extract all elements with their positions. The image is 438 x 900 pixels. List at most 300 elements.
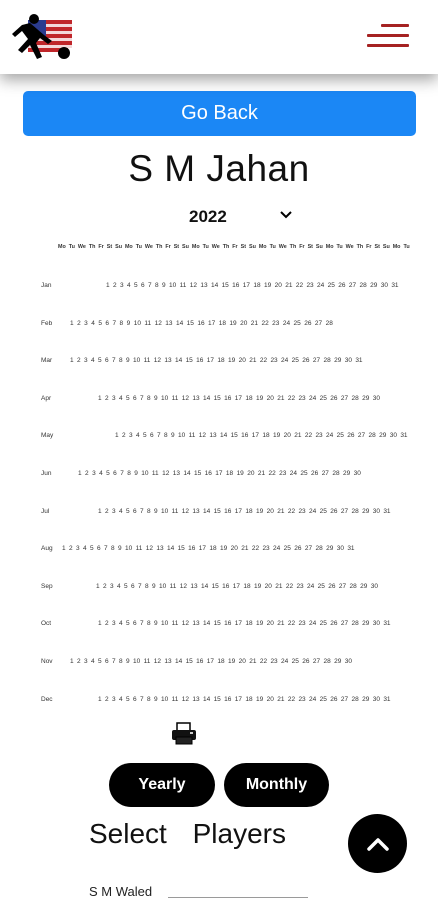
calendar-day[interactable]: 19: [229, 319, 237, 327]
calendar-day[interactable]: 4: [119, 507, 123, 515]
calendar-day[interactable]: 9: [118, 545, 122, 553]
calendar-day[interactable]: 1: [78, 470, 82, 477]
calendar-day[interactable]: 23: [315, 432, 323, 440]
calendar-day[interactable]: 7: [140, 620, 144, 628]
calendar-day[interactable]: 21: [277, 620, 285, 628]
calendar-day[interactable]: 24: [307, 582, 315, 590]
calendar-day[interactable]: 18: [209, 545, 217, 553]
calendar-day[interactable]: 1: [96, 582, 100, 590]
calendar-day[interactable]: 10: [161, 394, 169, 402]
calendar-day[interactable]: 19: [264, 282, 272, 289]
calendar-day[interactable]: 2: [105, 394, 109, 402]
calendar-day[interactable]: 25: [319, 620, 327, 628]
calendar-day[interactable]: 9: [126, 658, 130, 665]
calendar-day[interactable]: 25: [319, 507, 327, 515]
calendar-day[interactable]: 25: [293, 319, 301, 327]
calendar-day[interactable]: 11: [188, 432, 196, 440]
calendar-day[interactable]: 16: [232, 282, 240, 289]
calendar-day[interactable]: 8: [147, 507, 151, 515]
calendar-day[interactable]: 2: [85, 470, 89, 477]
calendar-day[interactable]: 2: [69, 545, 73, 553]
calendar-day[interactable]: 25: [336, 432, 344, 440]
calendar-day[interactable]: 22: [287, 695, 296, 703]
calendar-day[interactable]: 12: [181, 620, 189, 628]
calendar-day[interactable]: 30: [353, 470, 361, 477]
calendar-day[interactable]: 11: [143, 357, 151, 365]
calendar-day[interactable]: 16: [196, 658, 204, 665]
calendar-day[interactable]: 27: [340, 394, 349, 402]
calendar-day[interactable]: 30: [380, 282, 388, 289]
calendar-day[interactable]: 11: [171, 394, 179, 402]
calendar-day[interactable]: 11: [171, 695, 179, 703]
calendar-day[interactable]: 28: [323, 658, 331, 665]
calendar-day[interactable]: 5: [98, 357, 102, 365]
calendar-day[interactable]: 2: [105, 695, 109, 703]
calendar-day[interactable]: 19: [228, 658, 236, 665]
calendar-day[interactable]: 16: [197, 319, 205, 327]
calendar-day[interactable]: 31: [391, 282, 399, 289]
monthly-button[interactable]: Monthly: [224, 763, 329, 807]
hamburger-menu-icon[interactable]: [367, 24, 409, 50]
calendar-day[interactable]: 3: [92, 470, 96, 477]
calendar-day[interactable]: 5: [98, 319, 102, 327]
calendar-day[interactable]: 24: [326, 432, 334, 440]
calendar-day[interactable]: 11: [171, 507, 179, 515]
calendar-day[interactable]: 7: [140, 695, 144, 703]
calendar-day[interactable]: 12: [145, 545, 153, 553]
calendar-day[interactable]: 15: [213, 394, 221, 402]
calendar-day[interactable]: 24: [309, 507, 317, 515]
calendar-day[interactable]: 13: [165, 319, 173, 327]
calendar-day[interactable]: 13: [192, 394, 200, 402]
calendar-day[interactable]: 21: [249, 357, 257, 365]
calendar-day[interactable]: 20: [247, 470, 255, 477]
calendar-day[interactable]: 1: [70, 319, 74, 327]
calendar-day[interactable]: 10: [178, 432, 186, 440]
bowling-player-logo-icon[interactable]: [12, 13, 74, 63]
calendar-day[interactable]: 12: [181, 695, 189, 703]
calendar-day[interactable]: 10: [161, 695, 169, 703]
calendar-day[interactable]: 17: [234, 695, 243, 703]
calendar-day[interactable]: 25: [319, 394, 327, 402]
calendar-day[interactable]: 23: [298, 394, 306, 402]
calendar-day[interactable]: 3: [120, 282, 124, 289]
calendar-day[interactable]: 22: [287, 620, 296, 628]
calendar-day[interactable]: 14: [202, 394, 211, 402]
calendar-day[interactable]: 31: [383, 695, 391, 703]
calendar-day[interactable]: 5: [134, 282, 138, 289]
calendar-day[interactable]: 1: [98, 695, 102, 703]
calendar-day[interactable]: 17: [206, 658, 215, 665]
calendar-day[interactable]: 23: [298, 695, 306, 703]
calendar-day[interactable]: 13: [209, 432, 217, 440]
calendar-day[interactable]: 12: [181, 507, 189, 515]
calendar-day[interactable]: 20: [266, 695, 274, 703]
calendar-day[interactable]: 3: [112, 620, 116, 628]
calendar-day[interactable]: 5: [106, 470, 110, 477]
calendar-day[interactable]: 11: [135, 545, 143, 553]
calendar-day[interactable]: 4: [117, 582, 121, 590]
calendar-day[interactable]: 7: [120, 470, 124, 477]
calendar-day[interactable]: 19: [254, 582, 262, 590]
calendar-day[interactable]: 8: [145, 582, 149, 590]
calendar-day[interactable]: 28: [332, 470, 340, 477]
calendar-day[interactable]: 18: [225, 470, 234, 477]
calendar-day[interactable]: 23: [270, 357, 278, 365]
calendar-day[interactable]: 31: [347, 545, 355, 553]
calendar-day[interactable]: 17: [232, 582, 241, 590]
calendar-day[interactable]: 13: [192, 507, 200, 515]
calendar-day[interactable]: 4: [127, 282, 131, 289]
calendar-day[interactable]: 8: [119, 357, 123, 365]
calendar-day[interactable]: 15: [186, 319, 194, 327]
calendar-day[interactable]: 5: [90, 545, 94, 553]
calendar-day[interactable]: 26: [330, 695, 338, 703]
calendar-day[interactable]: 30: [372, 507, 380, 515]
calendar-day[interactable]: 6: [150, 432, 154, 440]
calendar-day[interactable]: 15: [211, 582, 219, 590]
calendar-day[interactable]: 11: [179, 282, 187, 289]
calendar-day[interactable]: 24: [282, 319, 291, 327]
calendar-day[interactable]: 21: [249, 658, 257, 665]
calendar-day[interactable]: 16: [222, 582, 230, 590]
calendar-day[interactable]: 4: [119, 620, 123, 628]
calendar-day[interactable]: 26: [294, 545, 302, 553]
calendar-day[interactable]: 25: [300, 470, 308, 477]
calendar-day[interactable]: 21: [277, 394, 285, 402]
calendar-day[interactable]: 12: [153, 658, 161, 665]
calendar-day[interactable]: 28: [351, 620, 359, 628]
calendar-day[interactable]: 14: [183, 470, 191, 477]
calendar-day[interactable]: 7: [148, 282, 152, 289]
calendar-day[interactable]: 4: [91, 319, 95, 327]
calendar-day[interactable]: 13: [172, 470, 180, 477]
calendar-day[interactable]: 14: [202, 507, 211, 515]
calendar-day[interactable]: 16: [224, 394, 232, 402]
calendar-day[interactable]: 29: [342, 470, 351, 477]
calendar-day[interactable]: 29: [370, 282, 378, 289]
calendar-day[interactable]: 6: [131, 582, 135, 590]
calendar-day[interactable]: 21: [241, 545, 249, 553]
calendar-day[interactable]: 21: [257, 470, 266, 477]
calendar-day[interactable]: 10: [161, 507, 169, 515]
calendar-day[interactable]: 28: [315, 545, 323, 553]
calendar-day[interactable]: 3: [112, 695, 116, 703]
calendar-day[interactable]: 15: [213, 507, 221, 515]
calendar-day[interactable]: 8: [111, 545, 115, 553]
player-list-item[interactable]: S M Waled: [89, 884, 153, 899]
calendar-day[interactable]: 14: [210, 282, 219, 289]
calendar-day[interactable]: 6: [97, 545, 101, 553]
calendar-day[interactable]: 27: [312, 658, 321, 665]
calendar-day[interactable]: 15: [230, 432, 238, 440]
calendar-day[interactable]: 16: [188, 545, 196, 553]
calendar-day[interactable]: 30: [344, 658, 352, 665]
calendar-day[interactable]: 16: [224, 620, 232, 628]
calendar-day[interactable]: 11: [151, 470, 159, 477]
calendar-day[interactable]: 1: [70, 357, 74, 365]
calendar-day[interactable]: 2: [105, 507, 109, 515]
calendar-day[interactable]: 16: [241, 432, 249, 440]
calendar-day[interactable]: 27: [321, 470, 329, 477]
calendar-day[interactable]: 24: [309, 695, 317, 703]
calendar-day[interactable]: 20: [266, 394, 274, 402]
calendar-day[interactable]: 17: [234, 507, 243, 515]
calendar-day[interactable]: 5: [126, 695, 130, 703]
calendar-day[interactable]: 27: [340, 507, 349, 515]
calendar-day[interactable]: 6: [105, 357, 109, 365]
calendar-day[interactable]: 3: [76, 545, 80, 553]
calendar-day[interactable]: 30: [370, 582, 378, 590]
calendar-day[interactable]: 5: [143, 432, 147, 440]
calendar-day[interactable]: 10: [133, 357, 141, 365]
calendar-day[interactable]: 9: [154, 620, 158, 628]
calendar-day[interactable]: 31: [400, 432, 408, 440]
calendar-day[interactable]: 12: [181, 394, 189, 402]
calendar-day[interactable]: 1: [62, 545, 66, 553]
calendar-day[interactable]: 14: [175, 319, 184, 327]
calendar-day[interactable]: 6: [133, 507, 137, 515]
calendar-day[interactable]: 12: [179, 582, 187, 590]
calendar-day[interactable]: 26: [330, 394, 338, 402]
calendar-day[interactable]: 30: [372, 394, 380, 402]
calendar-day[interactable]: 24: [281, 658, 289, 665]
calendar-day[interactable]: 13: [164, 357, 172, 365]
calendar-day[interactable]: 12: [153, 357, 161, 365]
calendar-day[interactable]: 15: [213, 695, 221, 703]
calendar-day[interactable]: 26: [338, 282, 346, 289]
calendar-day[interactable]: 4: [83, 545, 87, 553]
calendar-day[interactable]: 3: [112, 394, 116, 402]
calendar-day[interactable]: 6: [133, 695, 137, 703]
calendar-day[interactable]: 9: [126, 319, 131, 327]
calendar-day[interactable]: 17: [234, 620, 243, 628]
calendar-day[interactable]: 15: [213, 620, 221, 628]
calendar-day[interactable]: 27: [357, 432, 366, 440]
calendar-day[interactable]: 13: [190, 582, 198, 590]
calendar-day[interactable]: 3: [110, 582, 114, 590]
calendar-day[interactable]: 8: [119, 658, 123, 665]
calendar-day[interactable]: 23: [270, 658, 278, 665]
go-back-button[interactable]: Go Back: [23, 91, 416, 136]
calendar-day[interactable]: 14: [166, 545, 175, 553]
calendar-day[interactable]: 18: [218, 319, 226, 327]
calendar-day[interactable]: 12: [189, 282, 197, 289]
calendar-day[interactable]: 31: [355, 357, 363, 365]
calendar-day[interactable]: 28: [359, 282, 367, 289]
calendar-day[interactable]: 12: [162, 470, 170, 477]
calendar-day[interactable]: 7: [112, 357, 116, 365]
calendar-day[interactable]: 15: [185, 357, 193, 365]
calendar-day[interactable]: 20: [238, 658, 246, 665]
calendar-day[interactable]: 10: [159, 582, 167, 590]
calendar-day[interactable]: 21: [277, 695, 285, 703]
calendar-day[interactable]: 7: [112, 319, 117, 327]
calendar-day[interactable]: 23: [296, 582, 304, 590]
calendar-day[interactable]: 30: [389, 432, 397, 440]
calendar-day[interactable]: 25: [319, 695, 327, 703]
calendar-day[interactable]: 2: [77, 357, 81, 365]
calendar-day[interactable]: 11: [143, 658, 151, 665]
calendar-day[interactable]: 22: [287, 507, 296, 515]
calendar-day[interactable]: 2: [113, 282, 117, 289]
calendar-day[interactable]: 11: [169, 582, 177, 590]
calendar-day[interactable]: 18: [217, 658, 225, 665]
calendar-day[interactable]: 16: [196, 357, 204, 365]
calendar-day[interactable]: 5: [126, 507, 130, 515]
calendar-day[interactable]: 19: [256, 394, 264, 402]
calendar-day[interactable]: 22: [285, 582, 294, 590]
calendar-day[interactable]: 17: [198, 545, 207, 553]
calendar-day[interactable]: 26: [302, 658, 310, 665]
calendar-day[interactable]: 15: [185, 658, 193, 665]
calendar-day[interactable]: 21: [275, 582, 283, 590]
calendar-day[interactable]: 3: [84, 357, 88, 365]
calendar-day[interactable]: 31: [383, 620, 391, 628]
calendar-day[interactable]: 23: [306, 282, 314, 289]
calendar-day[interactable]: 4: [136, 432, 140, 440]
calendar-day[interactable]: 11: [171, 620, 179, 628]
calendar-day[interactable]: 25: [291, 357, 299, 365]
calendar-day[interactable]: 23: [262, 545, 270, 553]
calendar-day[interactable]: 18: [217, 357, 225, 365]
calendar-day[interactable]: 5: [98, 658, 102, 665]
calendar-day[interactable]: 17: [206, 357, 215, 365]
calendar-day[interactable]: 26: [311, 470, 319, 477]
calendar-day[interactable]: 9: [154, 695, 158, 703]
calendar-day[interactable]: 26: [330, 507, 338, 515]
calendar-day[interactable]: 28: [325, 319, 333, 327]
calendar-day[interactable]: 1: [106, 282, 110, 289]
calendar-day[interactable]: 20: [274, 282, 282, 289]
calendar-day[interactable]: 8: [147, 394, 151, 402]
calendar-day[interactable]: 17: [234, 394, 243, 402]
calendar-day[interactable]: 15: [194, 470, 202, 477]
calendar-day[interactable]: 3: [112, 507, 116, 515]
calendar-day[interactable]: 23: [272, 319, 280, 327]
calendar-day[interactable]: 19: [228, 357, 236, 365]
calendar-day[interactable]: 1: [115, 432, 119, 440]
calendar-day[interactable]: 19: [256, 620, 264, 628]
calendar-day[interactable]: 27: [340, 620, 349, 628]
calendar-day[interactable]: 30: [372, 695, 380, 703]
calendar-day[interactable]: 28: [351, 507, 359, 515]
calendar-day[interactable]: 13: [192, 620, 200, 628]
calendar-day[interactable]: 12: [198, 432, 206, 440]
calendar-day[interactable]: 14: [174, 357, 183, 365]
calendar-day[interactable]: 10: [133, 319, 141, 327]
calendar-day[interactable]: 9: [126, 357, 130, 365]
calendar-day[interactable]: 7: [112, 658, 116, 665]
calendar-day[interactable]: 23: [298, 620, 306, 628]
calendar-day[interactable]: 9: [154, 507, 158, 515]
calendar-day[interactable]: 2: [122, 432, 126, 440]
calendar-day[interactable]: 9: [152, 582, 156, 590]
calendar-day[interactable]: 30: [336, 545, 344, 553]
calendar-day[interactable]: 30: [372, 620, 380, 628]
calendar-day[interactable]: 16: [224, 695, 232, 703]
calendar-day[interactable]: 22: [259, 658, 268, 665]
calendar-day[interactable]: 25: [327, 282, 335, 289]
calendar-day[interactable]: 29: [334, 357, 342, 365]
calendar-day[interactable]: 10: [125, 545, 133, 553]
calendar-day[interactable]: 21: [294, 432, 302, 440]
calendar-day[interactable]: 23: [279, 470, 287, 477]
calendar-day[interactable]: 18: [253, 282, 261, 289]
yearly-button[interactable]: Yearly: [109, 763, 215, 807]
calendar-day[interactable]: 7: [138, 582, 142, 590]
calendar-day[interactable]: 1: [70, 658, 74, 665]
calendar-day[interactable]: 16: [224, 507, 232, 515]
calendar-day[interactable]: 22: [261, 319, 269, 327]
calendar-day[interactable]: 15: [177, 545, 185, 553]
calendar-day[interactable]: 22: [251, 545, 260, 553]
calendar-day[interactable]: 29: [362, 695, 370, 703]
calendar-day[interactable]: 3: [84, 319, 88, 327]
calendar-day[interactable]: 7: [104, 545, 108, 553]
calendar-day[interactable]: 7: [157, 432, 161, 440]
calendar-day[interactable]: 21: [277, 507, 285, 515]
calendar-day[interactable]: 4: [99, 470, 103, 477]
calendar-day[interactable]: 14: [202, 620, 211, 628]
calendar-day[interactable]: 12: [154, 319, 162, 327]
calendar-day[interactable]: 13: [164, 658, 172, 665]
scroll-to-top-button[interactable]: [348, 814, 407, 873]
calendar-day[interactable]: 17: [208, 319, 216, 327]
calendar-day[interactable]: 25: [291, 658, 299, 665]
printer-icon[interactable]: [170, 722, 198, 746]
calendar-day[interactable]: 27: [314, 319, 323, 327]
calendar-day[interactable]: 8: [164, 432, 168, 440]
calendar-day[interactable]: 11: [144, 319, 152, 327]
calendar-day[interactable]: 19: [236, 470, 244, 477]
calendar-day[interactable]: 6: [105, 658, 109, 665]
calendar-day[interactable]: 28: [351, 394, 359, 402]
calendar-day[interactable]: 6: [105, 319, 110, 327]
calendar-day[interactable]: 8: [147, 620, 151, 628]
calendar-day[interactable]: 6: [141, 282, 145, 289]
calendar-day[interactable]: 3: [129, 432, 133, 440]
calendar-day[interactable]: 20: [266, 620, 274, 628]
calendar-day[interactable]: 20: [283, 432, 291, 440]
calendar-day[interactable]: 1: [98, 394, 102, 402]
calendar-day[interactable]: 22: [268, 470, 276, 477]
calendar-day[interactable]: 29: [362, 394, 370, 402]
calendar-day[interactable]: 21: [250, 319, 259, 327]
calendar-day[interactable]: 29: [379, 432, 387, 440]
calendar-day[interactable]: 7: [140, 507, 144, 515]
calendar-day[interactable]: 30: [344, 357, 352, 365]
calendar-day[interactable]: 29: [326, 545, 334, 553]
calendar-day[interactable]: 4: [91, 357, 95, 365]
calendar-day[interactable]: 7: [140, 394, 144, 402]
calendar-day[interactable]: 29: [360, 582, 368, 590]
calendar-day[interactable]: 29: [362, 507, 370, 515]
calendar-day[interactable]: 17: [251, 432, 260, 440]
calendar-day[interactable]: 10: [133, 658, 141, 665]
calendar-day[interactable]: 4: [119, 394, 123, 402]
calendar-day[interactable]: 1: [98, 507, 102, 515]
calendar-day[interactable]: 20: [230, 545, 238, 553]
calendar-day[interactable]: 22: [287, 394, 296, 402]
calendar-day[interactable]: 21: [285, 282, 293, 289]
calendar-day[interactable]: 2: [105, 620, 109, 628]
calendar-day[interactable]: 18: [245, 695, 253, 703]
calendar-day[interactable]: 13: [192, 695, 200, 703]
calendar-day[interactable]: 31: [383, 507, 391, 515]
calendar-day[interactable]: 23: [298, 507, 306, 515]
calendar-day[interactable]: 19: [220, 545, 228, 553]
